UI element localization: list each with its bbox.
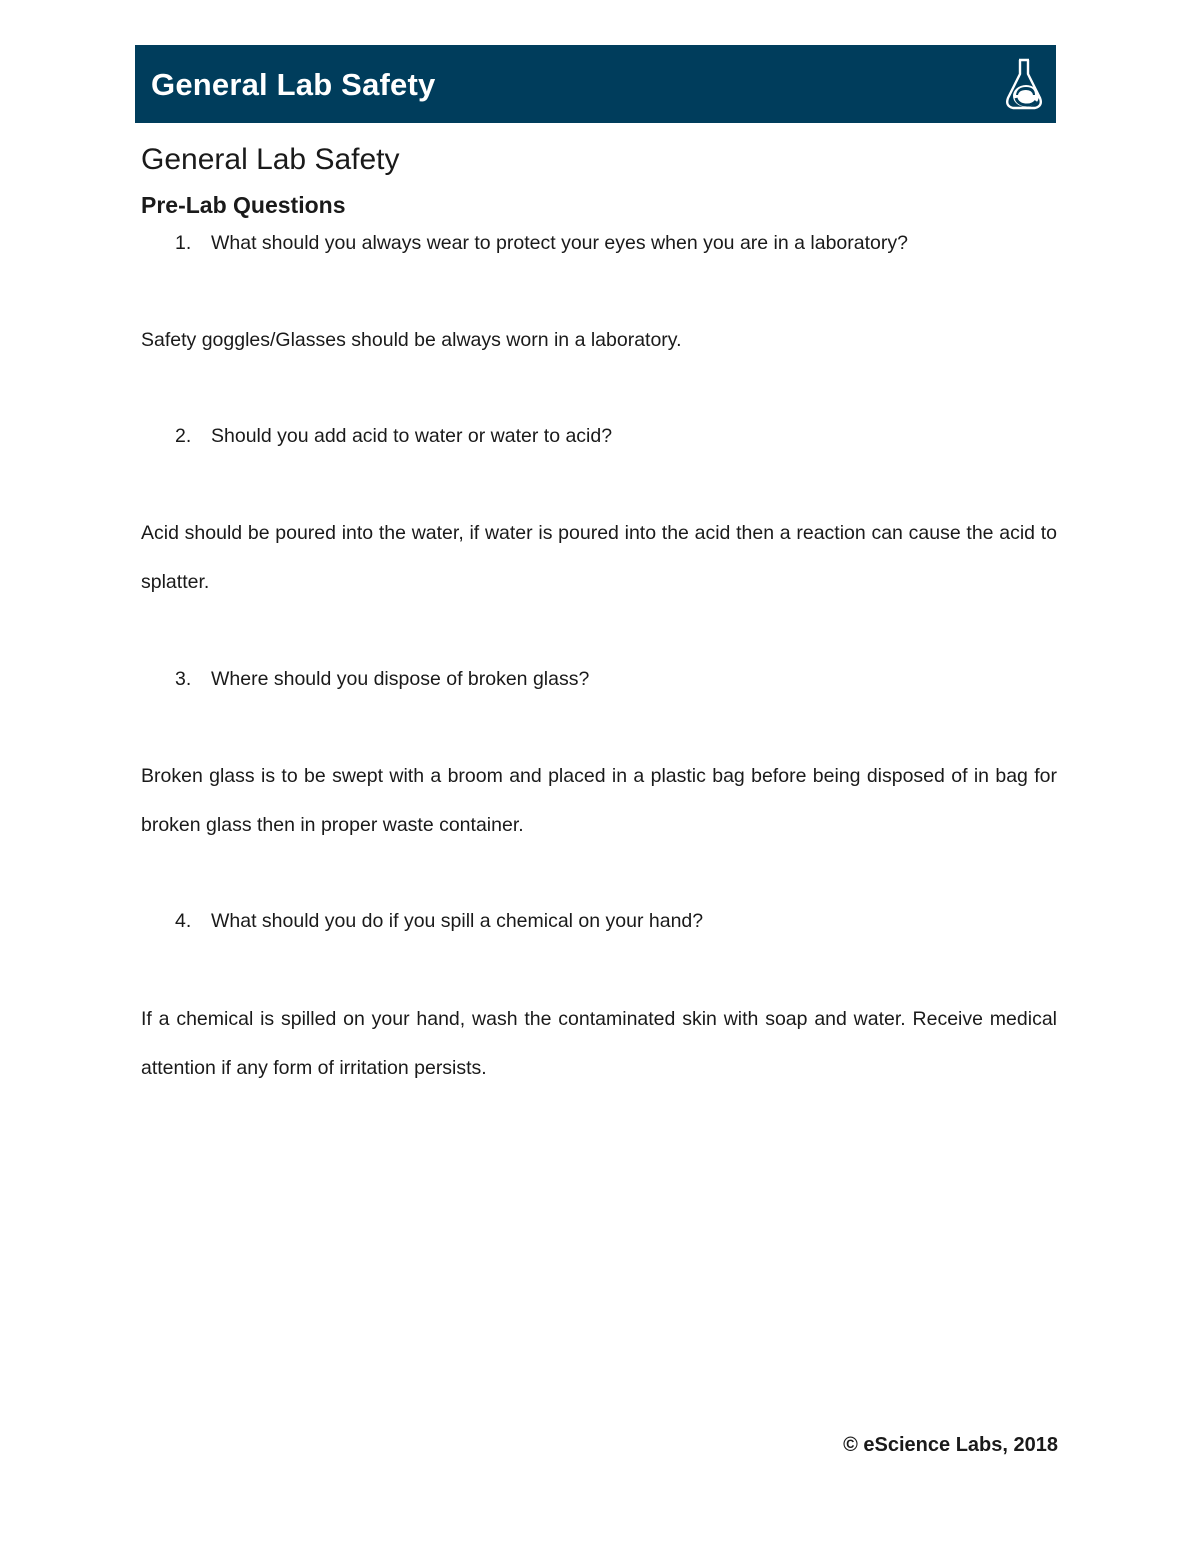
answer-text: Acid should be poured into the water, if water is poured into the acid then a reaction can cause the acid to splatter. [141, 522, 1057, 593]
flask-logo-icon [1000, 54, 1048, 114]
question-text: Should you add acid to water or water to acid? [211, 425, 613, 447]
copyright-footer: © eScience Labs, 2018 [843, 1434, 1058, 1456]
question-number: 1. [175, 232, 192, 254]
section-heading: Pre-Lab Questions [141, 192, 346, 218]
document-title: General Lab Safety [141, 143, 400, 176]
question-number: 2. [175, 425, 192, 447]
answer-text: If a chemical is spilled on your hand, wash the contaminated skin with soap and water. Receive medical attention if any form of irritation persists. [141, 1008, 1057, 1079]
question-text: What should you always wear to protect your eyes when you are in a laboratory? [211, 232, 908, 254]
banner-title: General Lab Safety [151, 67, 436, 102]
header-banner [135, 45, 1056, 123]
question-text: What should you do if you spill a chemical on your hand? [211, 910, 704, 932]
question-text: Where should you dispose of broken glass? [211, 668, 590, 690]
answer-text: Broken glass is to be swept with a broom and placed in a plastic bag before being disposed of in bag for broken glass then in proper waste container. [141, 765, 1057, 836]
question-number: 4. [175, 910, 192, 932]
question-number: 3. [175, 668, 192, 690]
answer-text: Safety goggles/Glasses should be always worn in a laboratory. [141, 329, 682, 351]
